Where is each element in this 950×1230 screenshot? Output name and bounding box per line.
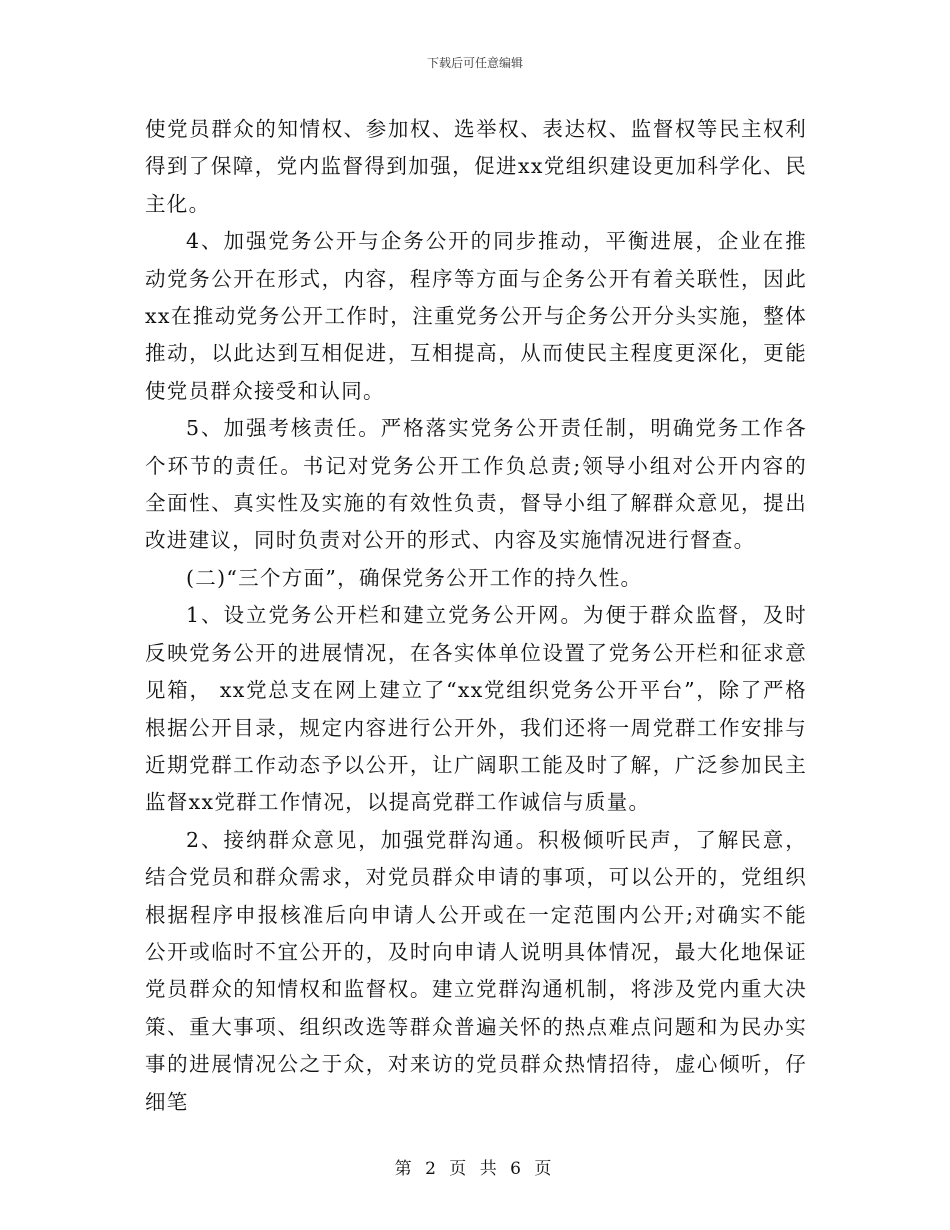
paragraph-continuation: 使党员群众的知情权、参加权、选举权、表达权、监督权等民主权利得到了保障，党内监督得到加强，促进xx党组织建设更加科学化、民主化。 <box>145 117 807 216</box>
page-number-footer: 第 2 页 共 6 页 <box>394 1159 556 1179</box>
section-heading-three-aspects: (二)“三个方面”，确保党务公开工作的持久性。 <box>186 565 643 590</box>
paragraph-item-4: 4、加强党务公开与企务公开的同步推动，平衡进展，企业在推动党务公开在形式，内容，程序等方面与企务公开有着关联性，因此xx在推动党务公开工作时，注重党务公开与企务公开分头实施，整体推动，以此达到互相促进，互相提高，从而使民主程度更深化，更能使党员群众接受和认同。 <box>145 229 807 403</box>
document-body <box>145 111 807 1121</box>
paragraph-aspect-2: 2、接纳群众意见，加强党群沟通。积极倾听民声，了解民意，结合党员和群众需求，对党员群众申请的事项，可以公开的，党组织根据程序申报核准后向申请人公开或在一定范围内公开;对确实不能公开或临时不宜公开的，及时向申请人说明具体情况，最大化地保证党员群众的知情权和监督权。建立党群沟通机制，将涉及党内重大决策、重大事项、组织改选等群众普遍关怀的热点难点问题和为民办实事的进展情况公之于众，对来访的党员群众热情招待，虚心倾听，仔细笔 <box>145 827 807 1114</box>
page-header-note: 下载后可任意编辑 <box>426 56 523 70</box>
paragraph-item-5: 5、加强考核责任。严格落实党务公开责任制，明确党务工作各个环节的责任。书记对党务公开工作负总责;领导小组对公开内容的全面性、真实性及实施的有效性负责，督导小组了解群众意见，提出改进建议，同时负责对公开的形式、内容及实施情况进行督查。 <box>145 416 807 553</box>
paragraph-aspect-1: 1、设立党务公开栏和建立党务公开网。为便于群众监督，及时反映党务公开的进展情况，在各实体单位设置了党务公开栏和征求意见箱， xx党总支在网上建立了“xx党组织党务公开平台”，除了严格根据公开目录，规定内容进行公开外，我们还将一周党群工作安排与近期党群工作动态予以公开，让广阔职工能及时了解，广泛参加民主监督xx党群工作情况，以提高党群工作诚信与质量。 <box>145 603 807 815</box>
